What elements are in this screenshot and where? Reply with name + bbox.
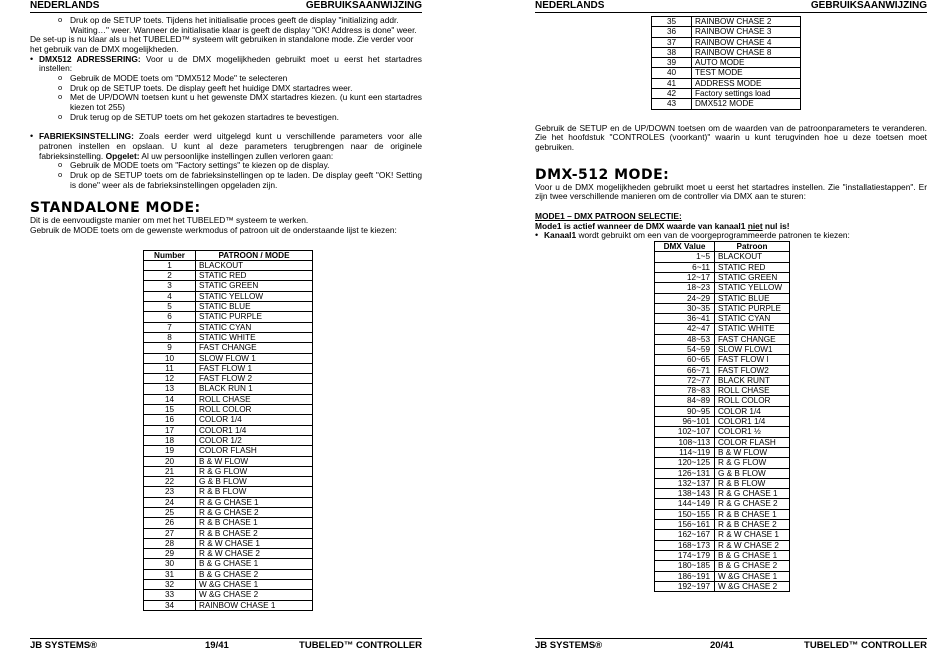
table-row bbox=[144, 384, 313, 394]
table-cell-key: 132~137 bbox=[655, 478, 715, 488]
setup-paragraph: Gebruik de SETUP en de UP/DOWN toetsen om de waarden van de patroonparameters te veranderen. Zie het hoofdstuk "CONTROLES (voorkant)" waarin u kunt terugvinden hoe u deze toetsen moet gebruiken. bbox=[535, 122, 927, 152]
table-row bbox=[655, 283, 790, 293]
table-cell-pattern: STATIC BLUE bbox=[715, 293, 790, 303]
table-cell-pattern: BLACK RUNT bbox=[715, 375, 790, 385]
table-cell-pattern: R & B FLOW bbox=[196, 487, 313, 497]
dmx-table-body bbox=[655, 252, 790, 592]
table-cell-key: 138~143 bbox=[655, 489, 715, 499]
dmx-sub-item: o Druk terug op de SETUP toets om het gekozen startadres te bevestigen. bbox=[30, 113, 422, 123]
factory-title: FABRIEKSINSTELLING: bbox=[39, 131, 134, 142]
table-cell-pattern: ADDRESS MODE bbox=[692, 78, 801, 88]
table-cell-key: 40 bbox=[652, 68, 692, 78]
table-cell-pattern: FAST FLOW 2 bbox=[196, 374, 313, 384]
pattern-table-body bbox=[652, 17, 801, 110]
dmx-value-table bbox=[654, 241, 790, 592]
column-header-number: Number bbox=[144, 250, 196, 260]
table-cell-key: 42~47 bbox=[655, 324, 715, 334]
pattern-table-continued bbox=[651, 16, 801, 110]
table-row bbox=[652, 47, 801, 57]
table-row bbox=[144, 312, 313, 322]
table-row bbox=[655, 344, 790, 354]
table-cell-key: 6~11 bbox=[655, 262, 715, 272]
table-cell-pattern: W &G CHASE 1 bbox=[196, 580, 313, 590]
table-cell-key: 8 bbox=[144, 332, 196, 342]
table-cell-key: 29 bbox=[144, 549, 196, 559]
dmx-sub-item: o Met de UP/DOWN toetsen kunt u het gewenste DMX startadres kiezen. (u kunt een startadres kiezen tot 255) bbox=[30, 93, 422, 112]
table-cell-pattern: STATIC BLUE bbox=[196, 302, 313, 312]
table-row bbox=[144, 415, 313, 425]
table-cell-key: 38 bbox=[652, 47, 692, 57]
table-cell-pattern: R & G CHASE 2 bbox=[715, 499, 790, 509]
table-row bbox=[655, 571, 790, 581]
table-cell-pattern: FAST CHANGE bbox=[196, 343, 313, 353]
table-cell-pattern: BLACKOUT bbox=[715, 252, 790, 262]
table-cell-key: 37 bbox=[652, 37, 692, 47]
pattern-table bbox=[143, 250, 313, 611]
table-cell-pattern: ROLL COLOR bbox=[715, 396, 790, 406]
page-content bbox=[30, 16, 422, 611]
table-row bbox=[652, 37, 801, 47]
table-cell-key: 24 bbox=[144, 497, 196, 507]
footer-page-number: 19/41 bbox=[205, 640, 229, 651]
table-cell-pattern: STATIC GREEN bbox=[196, 281, 313, 291]
table-row bbox=[655, 365, 790, 375]
table-row bbox=[144, 405, 313, 415]
standalone-heading: STANDALONE MODE: bbox=[30, 200, 201, 217]
table-row bbox=[655, 540, 790, 550]
column-header-pattern: Patroon bbox=[715, 242, 790, 252]
table-row bbox=[144, 291, 313, 301]
table-row bbox=[144, 394, 313, 404]
channel1-bullet bbox=[535, 231, 927, 241]
table-cell-pattern: COLOR FLASH bbox=[196, 446, 313, 456]
table-cell-key: 19 bbox=[144, 446, 196, 456]
table-row bbox=[144, 456, 313, 466]
table-row bbox=[655, 468, 790, 478]
table-cell-key: 16 bbox=[144, 415, 196, 425]
table-row bbox=[655, 550, 790, 560]
table-cell-key: 10 bbox=[144, 353, 196, 363]
table-cell-key: 20 bbox=[144, 456, 196, 466]
table-cell-pattern: R & W CHASE 2 bbox=[715, 540, 790, 550]
table-row bbox=[144, 559, 313, 569]
table-row bbox=[652, 89, 801, 99]
table-cell-key: 120~125 bbox=[655, 458, 715, 468]
table-cell-key: 31 bbox=[144, 569, 196, 579]
table-row bbox=[144, 343, 313, 353]
table-cell-key: 114~119 bbox=[655, 447, 715, 457]
table-cell-key: 48~53 bbox=[655, 334, 715, 344]
table-cell-key: 168~173 bbox=[655, 540, 715, 550]
standalone-paragraph-1: Dit is de eenvoudigste manier om met het TUBELED™ systeem te werken. bbox=[30, 215, 309, 226]
table-cell-key: 13 bbox=[144, 384, 196, 394]
table-cell-key: 14 bbox=[144, 394, 196, 404]
table-cell-pattern: FAST FLOW2 bbox=[715, 365, 790, 375]
table-cell-pattern: W &G CHASE 1 bbox=[715, 571, 790, 581]
table-cell-key: 30~35 bbox=[655, 303, 715, 313]
page-footer bbox=[535, 638, 927, 652]
header-language: NEDERLANDS bbox=[535, 0, 605, 11]
table-cell-pattern: ROLL CHASE bbox=[715, 386, 790, 396]
table-cell-key: 6 bbox=[144, 312, 196, 322]
table-cell-pattern: COLOR1 1/4 bbox=[715, 417, 790, 427]
table-cell-key: 102~107 bbox=[655, 427, 715, 437]
table-cell-pattern: STATIC WHITE bbox=[196, 332, 313, 342]
mode1-title: MODE1 – DMX PATROON SELECTIE: bbox=[535, 211, 682, 222]
table-row bbox=[655, 427, 790, 437]
table-cell-key: 42 bbox=[652, 89, 692, 99]
table-cell-key: 25 bbox=[144, 507, 196, 517]
table-cell-pattern: B & W FLOW bbox=[715, 447, 790, 457]
page-left bbox=[30, 0, 422, 654]
table-row bbox=[144, 446, 313, 456]
channel1-text: wordt gebruikt om een van de voorgeprogrammeerde patronen te kiezen: bbox=[576, 230, 850, 241]
table-cell-pattern: STATIC RED bbox=[196, 271, 313, 281]
table-cell-pattern: R & W CHASE 1 bbox=[715, 530, 790, 540]
factory-sub-item: o Gebruik de MODE toets om "Factory settings" te kiezen op de display. bbox=[30, 161, 422, 171]
table-row bbox=[144, 260, 313, 270]
table-cell-key: 4 bbox=[144, 291, 196, 301]
dmx-mode-heading: DMX-512 MODE: bbox=[535, 166, 670, 183]
factory-warning-label: Opgelet: bbox=[105, 150, 140, 161]
table-cell-pattern: R & B FLOW bbox=[715, 478, 790, 488]
table-cell-pattern: R & B CHASE 2 bbox=[196, 528, 313, 538]
table-cell-pattern: R & W CHASE 2 bbox=[196, 549, 313, 559]
table-cell-pattern: DMX512 MODE bbox=[692, 99, 801, 109]
table-cell-pattern: BLACK RUN 1 bbox=[196, 384, 313, 394]
table-cell-pattern: R & G CHASE 1 bbox=[196, 497, 313, 507]
table-cell-key: 156~161 bbox=[655, 520, 715, 530]
table-row bbox=[652, 17, 801, 27]
table-cell-pattern: Factory settings load bbox=[692, 89, 801, 99]
table-cell-key: 24~29 bbox=[655, 293, 715, 303]
table-cell-pattern: FAST FLOW 1 bbox=[196, 363, 313, 373]
intro-paragraph: De set-up is nu klaar als u het TUBELED™ systeem wilt gebruiken in standalone mode. Zie verder voor het gebruik van de DMX mogelijkheden. bbox=[30, 34, 414, 54]
table-cell-pattern: B & G CHASE 2 bbox=[196, 569, 313, 579]
mode1-subtitle-b: nul is! bbox=[762, 220, 790, 231]
table-cell-key: 66~71 bbox=[655, 365, 715, 375]
table-cell-key: 174~179 bbox=[655, 550, 715, 560]
table-cell-pattern: RAINBOW CHASE 3 bbox=[692, 27, 801, 37]
table-cell-key: 96~101 bbox=[655, 417, 715, 427]
table-cell-key: 180~185 bbox=[655, 561, 715, 571]
table-cell-key: 162~167 bbox=[655, 530, 715, 540]
page-footer bbox=[30, 638, 422, 652]
table-cell-pattern: FAST CHANGE bbox=[715, 334, 790, 344]
table-cell-key: 35 bbox=[652, 17, 692, 27]
table-cell-pattern: G & B FLOW bbox=[196, 477, 313, 487]
table-cell-key: 2 bbox=[144, 271, 196, 281]
table-row bbox=[144, 549, 313, 559]
dmx-sub-item: o Druk op de SETUP toets. De display geeft het huidige DMX startadres weer. bbox=[30, 84, 422, 94]
table-cell-key: 150~155 bbox=[655, 509, 715, 519]
table-cell-pattern: BLACKOUT bbox=[196, 260, 313, 270]
table-row bbox=[144, 580, 313, 590]
table-cell-key: 3 bbox=[144, 281, 196, 291]
table-cell-pattern: RAINBOW CHASE 4 bbox=[692, 37, 801, 47]
page-right bbox=[535, 0, 927, 654]
table-row bbox=[655, 303, 790, 313]
table-cell-key: 26 bbox=[144, 518, 196, 528]
table-cell-key: 72~77 bbox=[655, 375, 715, 385]
table-cell-pattern: COLOR 1/2 bbox=[196, 435, 313, 445]
table-row bbox=[144, 435, 313, 445]
table-cell-key: 18 bbox=[144, 435, 196, 445]
table-row bbox=[655, 499, 790, 509]
table-row bbox=[652, 58, 801, 68]
factory-settings-bullet bbox=[30, 132, 422, 161]
dmx-address-text: Voor u de DMX mogelijkheden gebruikt moet u eerst het startadres instellen: bbox=[39, 53, 422, 74]
standalone-paragraph-2: Gebruik de MODE toets om de gewenste werkmodus of patroon uit de onderstaande lijst te kiezen: bbox=[30, 224, 397, 235]
footer-brand: JB SYSTEMS® bbox=[30, 640, 98, 651]
table-row bbox=[144, 538, 313, 548]
table-cell-pattern: R & B CHASE 1 bbox=[715, 509, 790, 519]
table-cell-pattern: STATIC YELLOW bbox=[196, 291, 313, 301]
table-cell-pattern: B & G CHASE 1 bbox=[196, 559, 313, 569]
table-cell-pattern: FAST FLOW I bbox=[715, 355, 790, 365]
factory-warning-text: Al uw persoonlijke instellingen zullen verloren gaan: bbox=[139, 150, 334, 161]
table-cell-key: 9 bbox=[144, 343, 196, 353]
table-cell-key: 60~65 bbox=[655, 355, 715, 365]
table-cell-key: 84~89 bbox=[655, 396, 715, 406]
table-cell-pattern: W &G CHASE 2 bbox=[715, 581, 790, 591]
table-cell-pattern: STATIC RED bbox=[715, 262, 790, 272]
table-row bbox=[655, 334, 790, 344]
table-cell-key: 33 bbox=[144, 590, 196, 600]
table-header-row bbox=[144, 250, 313, 260]
table-cell-pattern: ROLL CHASE bbox=[196, 394, 313, 404]
table-cell-pattern: SLOW FLOW1 bbox=[715, 344, 790, 354]
table-row bbox=[144, 281, 313, 291]
table-header-row bbox=[655, 242, 790, 252]
table-cell-key: 78~83 bbox=[655, 386, 715, 396]
dmx-address-bullet bbox=[30, 55, 422, 74]
table-row bbox=[655, 314, 790, 324]
table-cell-pattern: R & G FLOW bbox=[715, 458, 790, 468]
mode1-subtitle-a: Mode1 is actief wanneer de DMX waarde van kanaal1 bbox=[535, 220, 748, 231]
table-row bbox=[655, 252, 790, 262]
table-row bbox=[144, 353, 313, 363]
table-cell-key: 39 bbox=[652, 58, 692, 68]
table-row bbox=[655, 520, 790, 530]
table-row bbox=[652, 27, 801, 37]
table-cell-key: 186~191 bbox=[655, 571, 715, 581]
table-cell-pattern: STATIC CYAN bbox=[715, 314, 790, 324]
table-cell-key: 126~131 bbox=[655, 468, 715, 478]
table-cell-pattern: R & B CHASE 1 bbox=[196, 518, 313, 528]
table-row bbox=[655, 386, 790, 396]
table-cell-key: 36~41 bbox=[655, 314, 715, 324]
table-row bbox=[144, 600, 313, 610]
table-cell-key: 12 bbox=[144, 374, 196, 384]
table-cell-pattern: COLOR1 1/4 bbox=[196, 425, 313, 435]
table-cell-key: 30 bbox=[144, 559, 196, 569]
table-row bbox=[655, 417, 790, 427]
footer-product: TUBELED™ CONTROLLER bbox=[299, 640, 422, 651]
table-cell-pattern: COLOR1 ½ bbox=[715, 427, 790, 437]
table-row bbox=[144, 497, 313, 507]
table-row bbox=[652, 99, 801, 109]
table-cell-key: 1~5 bbox=[655, 252, 715, 262]
table-cell-pattern: B & G CHASE 1 bbox=[715, 550, 790, 560]
table-row bbox=[655, 293, 790, 303]
table-cell-pattern: STATIC WHITE bbox=[715, 324, 790, 334]
page-content bbox=[535, 16, 927, 592]
table-cell-key: 1 bbox=[144, 260, 196, 270]
table-cell-key: 108~113 bbox=[655, 437, 715, 447]
table-row bbox=[655, 509, 790, 519]
table-cell-key: 54~59 bbox=[655, 344, 715, 354]
table-cell-key: 34 bbox=[144, 600, 196, 610]
table-cell-key: 18~23 bbox=[655, 283, 715, 293]
channel1-label: Kanaal1 bbox=[544, 230, 577, 241]
table-cell-key: 27 bbox=[144, 528, 196, 538]
table-row bbox=[655, 478, 790, 488]
table-row bbox=[144, 374, 313, 384]
table-row bbox=[144, 322, 313, 332]
table-cell-pattern: R & G FLOW bbox=[196, 466, 313, 476]
table-cell-pattern: COLOR FLASH bbox=[715, 437, 790, 447]
table-cell-pattern: R & G CHASE 1 bbox=[715, 489, 790, 499]
table-row bbox=[144, 332, 313, 342]
mode1-subtitle-underlined: niet bbox=[747, 220, 763, 231]
table-cell-pattern: RAINBOW CHASE 1 bbox=[196, 600, 313, 610]
table-cell-key: 17 bbox=[144, 425, 196, 435]
table-cell-pattern: B & W FLOW bbox=[196, 456, 313, 466]
table-row bbox=[655, 581, 790, 591]
table-row bbox=[655, 458, 790, 468]
table-row bbox=[655, 489, 790, 499]
table-cell-pattern: TEST MODE bbox=[692, 68, 801, 78]
dmx-address-title: DMX512 ADRESSERING: bbox=[39, 53, 141, 64]
table-cell-pattern: W &G CHASE 2 bbox=[196, 590, 313, 600]
table-row bbox=[655, 437, 790, 447]
table-row bbox=[144, 528, 313, 538]
table-cell-key: 144~149 bbox=[655, 499, 715, 509]
table-cell-pattern: R & B CHASE 2 bbox=[715, 520, 790, 530]
table-cell-key: 90~95 bbox=[655, 406, 715, 416]
table-cell-pattern: RAINBOW CHASE 8 bbox=[692, 47, 801, 57]
table-cell-key: 21 bbox=[144, 466, 196, 476]
table-cell-pattern: R & G CHASE 2 bbox=[196, 507, 313, 517]
table-cell-pattern: R & W CHASE 1 bbox=[196, 538, 313, 548]
table-row bbox=[144, 477, 313, 487]
table-row bbox=[144, 507, 313, 517]
table-row bbox=[655, 396, 790, 406]
intro-sub-item: o Druk op de SETUP toets. Tijdens het initialisatie proces geeft de display "initializing addr. Waiting…" weer. Wanneer de initialisatie klaar is geeft de display "OK! Address is done" weer. bbox=[30, 16, 422, 35]
table-row bbox=[144, 590, 313, 600]
table-cell-key: 12~17 bbox=[655, 272, 715, 282]
dmx-mode-paragraph: Voor u de DMX mogelijkheden gebruikt moet u eerst het startadres instellen. Zie "installatiestappen". Er zijn twee verschillende manieren om de controller via DMX aan te sturen: bbox=[535, 181, 927, 202]
table-row bbox=[652, 78, 801, 88]
header-title: GEBRUIKSAANWIJZING bbox=[810, 0, 927, 11]
table-cell-key: 22 bbox=[144, 477, 196, 487]
table-cell-pattern: COLOR 1/4 bbox=[715, 406, 790, 416]
table-row bbox=[655, 272, 790, 282]
table-row bbox=[144, 518, 313, 528]
table-cell-pattern: STATIC PURPLE bbox=[715, 303, 790, 313]
table-cell-key: 11 bbox=[144, 363, 196, 373]
table-cell-pattern: STATIC GREEN bbox=[715, 272, 790, 282]
table-row bbox=[144, 425, 313, 435]
table-row bbox=[655, 530, 790, 540]
table-cell-pattern: ROLL COLOR bbox=[196, 405, 313, 415]
table-row bbox=[655, 561, 790, 571]
table-cell-key: 32 bbox=[144, 580, 196, 590]
table-cell-key: 43 bbox=[652, 99, 692, 109]
header-title: GEBRUIKSAANWIJZING bbox=[305, 0, 422, 11]
dmx-sub-item: o Gebruik de MODE toets om "DMX512 Mode" te selecteren bbox=[30, 74, 422, 84]
table-row bbox=[652, 68, 801, 78]
column-header-pattern: PATROON / MODE bbox=[196, 250, 313, 260]
table-row bbox=[144, 487, 313, 497]
table-cell-key: 36 bbox=[652, 27, 692, 37]
table-cell-pattern: G & B FLOW bbox=[715, 468, 790, 478]
pattern-table-body bbox=[144, 260, 313, 610]
table-row bbox=[655, 406, 790, 416]
table-cell-pattern: RAINBOW CHASE 2 bbox=[692, 17, 801, 27]
table-row bbox=[144, 271, 313, 281]
table-cell-pattern: B & G CHASE 2 bbox=[715, 561, 790, 571]
table-cell-key: 5 bbox=[144, 302, 196, 312]
footer-product: TUBELED™ CONTROLLER bbox=[804, 640, 927, 651]
table-row bbox=[655, 447, 790, 457]
page-header bbox=[30, 0, 422, 13]
table-row bbox=[655, 375, 790, 385]
table-cell-key: 41 bbox=[652, 78, 692, 88]
footer-brand: JB SYSTEMS® bbox=[535, 640, 603, 651]
table-cell-key: 15 bbox=[144, 405, 196, 415]
table-cell-key: 23 bbox=[144, 487, 196, 497]
table-row bbox=[144, 569, 313, 579]
footer-page-number: 20/41 bbox=[710, 640, 734, 651]
factory-text: Zoals eerder werd uitgelegd kunt u verschillende parameters voor alle patronen instellen en opslaan. U kunt al deze parameters terugbrengen naar de originele fabrieksinstelling. bbox=[39, 131, 422, 161]
table-cell-key: 7 bbox=[144, 322, 196, 332]
table-row bbox=[655, 324, 790, 334]
table-cell-pattern: STATIC YELLOW bbox=[715, 283, 790, 293]
table-cell-pattern: STATIC PURPLE bbox=[196, 312, 313, 322]
table-cell-pattern: COLOR 1/4 bbox=[196, 415, 313, 425]
table-cell-key: 28 bbox=[144, 538, 196, 548]
table-cell-pattern: STATIC CYAN bbox=[196, 322, 313, 332]
table-row bbox=[655, 355, 790, 365]
table-cell-pattern: SLOW FLOW 1 bbox=[196, 353, 313, 363]
table-row bbox=[144, 302, 313, 312]
table-cell-key: 192~197 bbox=[655, 581, 715, 591]
table-row bbox=[144, 466, 313, 476]
header-language: NEDERLANDS bbox=[30, 0, 100, 11]
factory-sub-item: o Druk op de SETUP toets om de fabrieksinstellingen op te laden. De display geeft "OK! Setting is done" weer als de fabrieksinstellingen opgeladen zijn. bbox=[30, 171, 422, 190]
table-row bbox=[144, 363, 313, 373]
table-row bbox=[655, 262, 790, 272]
column-header-dmx-value: DMX Value bbox=[655, 242, 715, 252]
table-cell-pattern: AUTO MODE bbox=[692, 58, 801, 68]
page-header bbox=[535, 0, 927, 13]
